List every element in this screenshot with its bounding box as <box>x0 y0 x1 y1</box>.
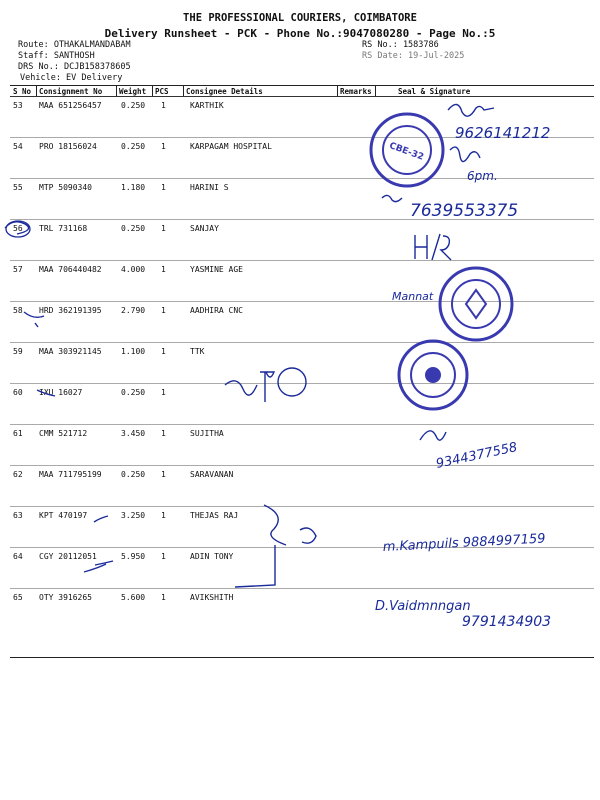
cell-weight: 5.600 <box>121 593 146 602</box>
cell-weight: 3.250 <box>121 511 146 520</box>
cell-weight: 0.250 <box>121 101 146 110</box>
row-divider <box>10 342 594 343</box>
hand-64: m.Kampuils 9884997159 <box>382 531 546 555</box>
cell-consignment: HRD 362191395 <box>39 306 102 315</box>
hand-65a: D.Vaidmnngan <box>375 599 471 614</box>
col-sep <box>36 85 37 96</box>
col-sep <box>375 85 376 96</box>
col-sep <box>183 85 184 96</box>
hand-65b: 9791434903 <box>462 614 552 630</box>
cell-weight: 0.250 <box>121 388 146 397</box>
cell-pcs: 1 <box>161 470 166 479</box>
cell-sno: 55 <box>13 183 23 192</box>
cell-consignee: KARTHIK <box>190 101 224 110</box>
cell-weight: 0.250 <box>121 224 146 233</box>
cell-pcs: 1 <box>161 593 166 602</box>
cell-sno: 56 <box>13 224 23 233</box>
cell-pcs: 1 <box>161 101 166 110</box>
cell-sno: 58 <box>13 306 23 315</box>
meta-right <box>362 40 464 62</box>
hand-57: Mannat <box>392 290 434 303</box>
cell-consignee: AADHIRA CNC <box>190 306 243 315</box>
cell-consignee: SANJAY <box>190 224 219 233</box>
row-divider <box>10 301 594 302</box>
hand-61: 9344377558 <box>434 440 519 472</box>
cell-pcs: 1 <box>161 429 166 438</box>
runsheet-subtitle: Delivery Runsheet - PCK - Phone No.:9047080280 - Page No.:5 <box>104 27 496 40</box>
cell-weight: 4.000 <box>121 265 146 274</box>
cell-weight: 0.250 <box>121 470 146 479</box>
cell-weight: 5.950 <box>121 552 146 561</box>
cell-sno: 62 <box>13 470 23 479</box>
cell-pcs: 1 <box>161 388 166 397</box>
row-divider <box>10 260 594 261</box>
row-divider <box>10 383 594 384</box>
cell-consignment: MAA 303921145 <box>39 347 102 356</box>
cell-sno: 64 <box>13 552 23 561</box>
col-sep <box>152 85 153 96</box>
cell-consignment: MTP 5090340 <box>39 183 92 192</box>
hand-55: 7639553375 <box>410 201 519 221</box>
cell-consignment: IXU 16027 <box>39 388 83 397</box>
cell-weight: 0.250 <box>121 142 146 151</box>
col-header-consignment: Consignment No <box>39 87 103 96</box>
cell-pcs: 1 <box>161 224 166 233</box>
cell-consignment: MAA 706440482 <box>39 265 102 274</box>
rs-date-text: RS Date: 19-Jul-2025 <box>362 51 465 61</box>
route-text: Route: OTHAKALMANDABAM <box>18 40 131 50</box>
col-header-weight: Weight <box>119 87 147 96</box>
cell-pcs: 1 <box>161 183 166 192</box>
cell-pcs: 1 <box>161 265 166 274</box>
row-divider <box>10 137 594 138</box>
cell-pcs: 1 <box>161 347 166 356</box>
cell-consignment: MAA 711795199 <box>39 470 102 479</box>
col-header-sno: S No <box>13 87 32 96</box>
cell-sno: 63 <box>13 511 23 520</box>
row-divider <box>10 547 594 548</box>
cell-weight: 2.790 <box>121 306 146 315</box>
meta-left <box>18 40 131 84</box>
cell-consignment: TRL 731168 <box>39 224 88 233</box>
cell-consignee: KARPAGAM HOSPITAL <box>190 142 272 151</box>
cell-pcs: 1 <box>161 306 166 315</box>
row-divider <box>10 178 594 179</box>
cell-weight: 1.100 <box>121 347 146 356</box>
cell-sno: 60 <box>13 388 23 397</box>
cell-consignee: ADIN TONY <box>190 552 234 561</box>
hand-53: 9626141212 <box>455 124 551 142</box>
cell-sno: 61 <box>13 429 23 438</box>
cell-sno: 65 <box>13 593 23 602</box>
cell-pcs: 1 <box>161 511 166 520</box>
row-divider <box>10 465 594 466</box>
cell-consignee: SARAVANAN <box>190 470 234 479</box>
col-header-consignee: Consignee Details <box>186 87 263 96</box>
cell-consignee: YASMINE AGE <box>190 265 243 274</box>
cell-sno: 57 <box>13 265 23 274</box>
col-sep <box>337 85 338 96</box>
cell-consignee: AVIKSHITH <box>190 593 234 602</box>
cell-weight: 3.450 <box>121 429 146 438</box>
cell-consignment: CMM 521712 <box>39 429 88 438</box>
cell-consignment: PRO 18156024 <box>39 142 97 151</box>
cell-sno: 59 <box>13 347 23 356</box>
company-title: THE PROFESSIONAL COURIERS, COIMBATORE <box>183 12 417 24</box>
cell-consignment: OTY 3916265 <box>39 593 92 602</box>
staff-text: Staff: SANTHOSH <box>18 51 95 61</box>
cell-pcs: 1 <box>161 552 166 561</box>
cell-consignee: HARINI S <box>190 183 229 192</box>
cell-consignment: KPT 470197 <box>39 511 88 520</box>
runsheet-table <box>10 85 594 658</box>
rs-no-text: RS No.: 1583786 <box>362 40 439 50</box>
row-divider <box>10 588 594 589</box>
cell-consignment: CGY 20112051 <box>39 552 97 561</box>
cell-consignment: MAA 651256457 <box>39 101 102 110</box>
col-header-remarks: Remarks <box>340 87 372 96</box>
cell-consignee: TTK <box>190 347 205 356</box>
cell-sno: 53 <box>13 101 23 110</box>
col-header-pcs: PCS <box>155 87 169 96</box>
col-sep <box>116 85 117 96</box>
vehicle-text: Vehicle: EV Delivery <box>20 73 123 83</box>
hand-54: 6pm. <box>467 169 498 183</box>
cell-pcs: 1 <box>161 142 166 151</box>
header-divider <box>10 96 594 97</box>
drs-text: DRS No.: DCJB158378605 <box>18 62 131 72</box>
cell-consignee: SUJITHA <box>190 429 224 438</box>
col-header-seal: Seal & Signature <box>398 87 471 96</box>
svg-text:CBE-32: CBE-32 <box>387 141 425 163</box>
cell-weight: 1.180 <box>121 183 146 192</box>
cell-sno: 54 <box>13 142 23 151</box>
row-divider <box>10 424 594 425</box>
cell-consignee: THEJAS RAJ <box>190 511 239 520</box>
row-divider <box>10 506 594 507</box>
row-divider <box>10 219 594 220</box>
